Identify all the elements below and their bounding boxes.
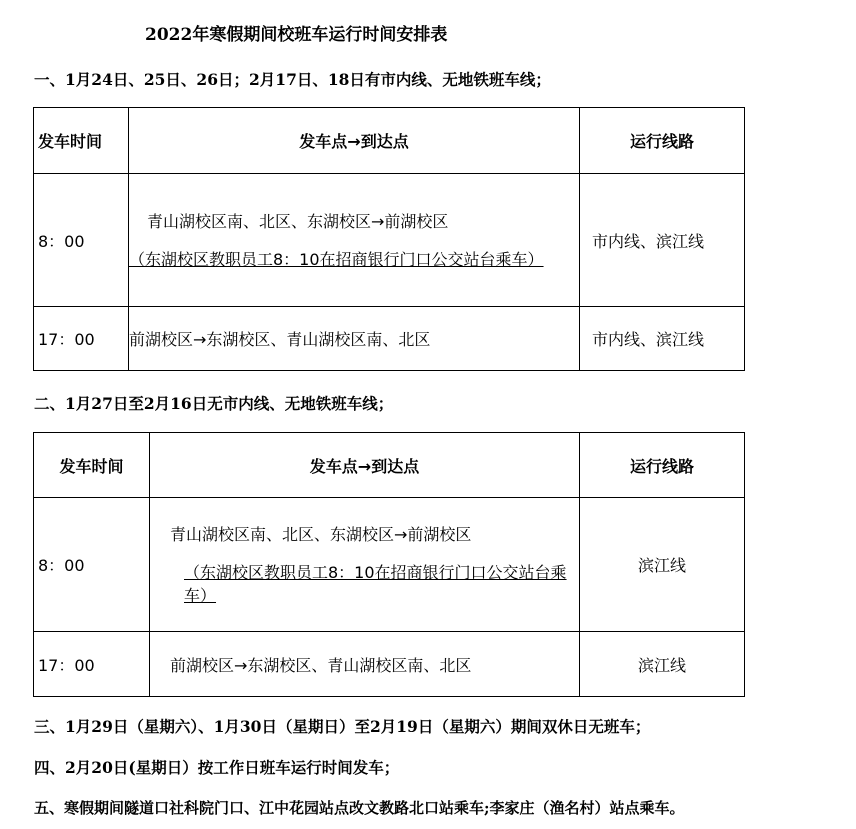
schedule-table-1 [33,107,745,371]
header-time: 发车时间 [34,108,129,174]
section-2-text: 二、1月27日至2月16日无市内线、无地铁班车线； [34,394,394,413]
departure-time: 17：00 [34,632,150,697]
page-title: 2022年寒假期间校班车运行时间安排表 [145,25,448,45]
table-row [34,174,745,307]
route-text: 青山湖校区南、北区、东湖校区→前湖校区 [147,211,449,231]
table-row [34,307,745,371]
header-route: 发车点→到达点 [129,108,580,174]
bus-line: 滨江线 [580,632,745,697]
table-header-row [34,108,745,174]
bus-line: 滨江线 [580,498,745,632]
table-row [34,632,745,697]
header-line: 运行线路 [580,108,745,174]
schedule-table-2 [33,432,745,697]
route-text: 前湖校区→东湖校区、青山湖校区南、北区 [129,307,580,371]
route-cell [150,498,580,632]
departure-time: 8：00 [34,174,129,307]
route-text: 前湖校区→东湖校区、青山湖校区南、北区 [150,632,580,697]
route-cell [129,174,580,307]
section-1-text: 一、1月24日、25日、26日；2月17日、18日有市内线、无地铁班车线； [34,70,551,89]
header-time: 发车时间 [34,433,150,498]
departure-time: 17：00 [34,307,129,371]
route-text: 青山湖校区南、北区、东湖校区→前湖校区 [170,524,472,544]
route-note: （东湖校区教职员工8：10在招商银行门口公交站台乘车） [184,562,567,605]
table-row [34,498,745,632]
section-3-text: 三、1月29日（星期六）、1月30日（星期日）至2月19日（星期六）期间双休日无班车； [34,717,651,736]
departure-time: 8：00 [34,498,150,632]
route-note: （东湖校区教职员工8：10在招商银行门口公交站台乘车） [129,249,544,269]
section-4-text: 四、2月20日(星期日）按工作日班车运行时间发车； [34,758,400,777]
table-header-row [34,433,745,498]
bus-line: 市内线、滨江线 [580,174,745,307]
bus-line: 市内线、滨江线 [580,307,745,371]
header-line: 运行线路 [580,433,745,498]
header-route: 发车点→到达点 [150,433,580,498]
section-5-text: 五、寒假期间隧道口社科院门口、江中花园站点改文教路北口站乘车;李家庄（渔名村）站点乘车。 [34,799,685,817]
